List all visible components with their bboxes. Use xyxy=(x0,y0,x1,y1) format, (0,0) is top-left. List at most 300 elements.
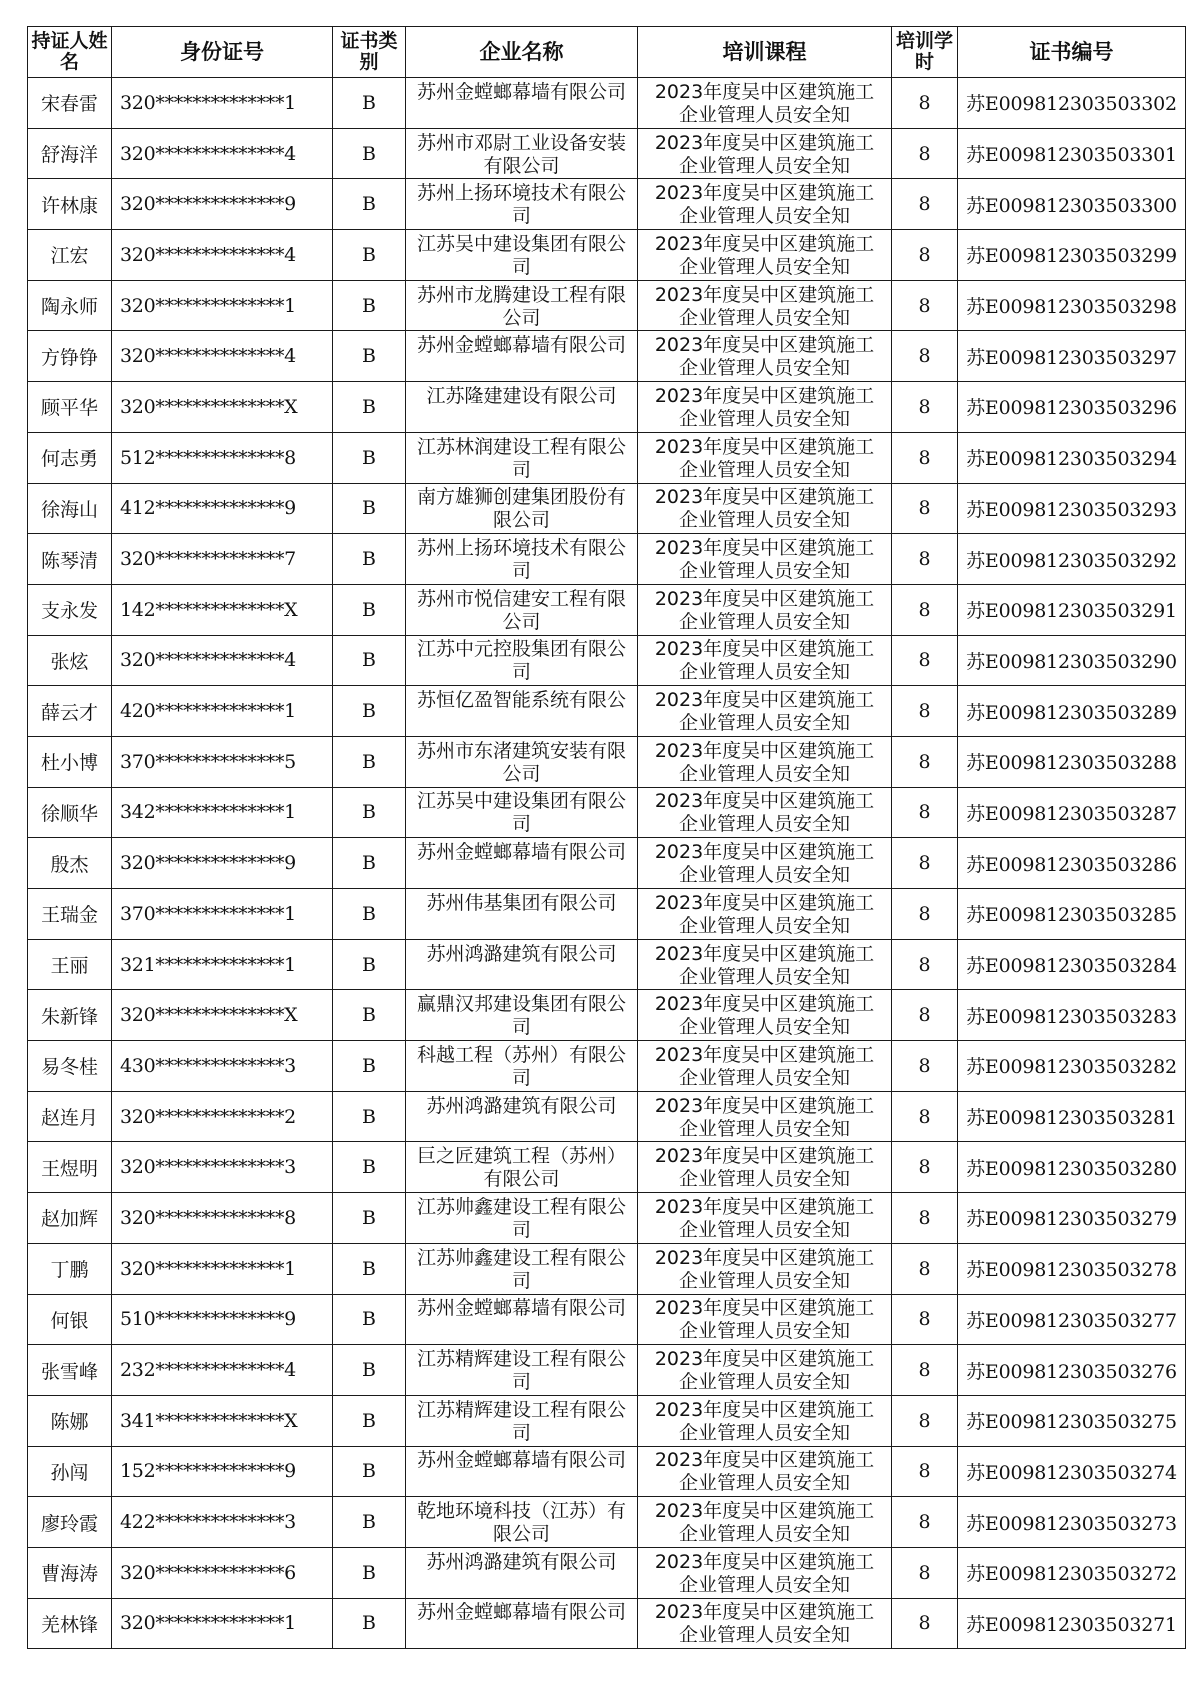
id-number: 320**************6 xyxy=(112,1547,333,1598)
table-row xyxy=(28,990,1186,1041)
table-row xyxy=(28,382,1186,433)
training-course: 2023年度吴中区建筑施工企业管理人员安全知 xyxy=(654,638,875,684)
certificate-number: 苏E009812303503288 xyxy=(958,736,1186,787)
company-name: 江苏林润建设工程有限公司 xyxy=(416,435,626,481)
holder-name: 宋春雷 xyxy=(28,78,112,129)
course-cell xyxy=(638,280,892,331)
table-row xyxy=(28,1395,1186,1446)
company-name: 苏州鸿潞建筑有限公司 xyxy=(426,1094,617,1117)
company-cell xyxy=(406,736,638,787)
certificate-table xyxy=(27,26,1186,1649)
holder-name: 朱新锋 xyxy=(28,990,112,1041)
training-hours: 8 xyxy=(892,584,958,635)
training-hours: 8 xyxy=(892,179,958,230)
id-number: 422**************3 xyxy=(112,1497,333,1548)
company-cell xyxy=(406,838,638,889)
certificate-category: B xyxy=(333,1243,406,1294)
id-number: 510**************9 xyxy=(112,1294,333,1345)
training-hours: 8 xyxy=(892,889,958,940)
header-category: 证书类别 xyxy=(333,27,406,78)
course-cell xyxy=(638,1547,892,1598)
company-cell xyxy=(406,1091,638,1142)
holder-name: 支永发 xyxy=(28,584,112,635)
id-number: 320**************X xyxy=(112,990,333,1041)
training-hours: 8 xyxy=(892,128,958,179)
id-number: 320**************4 xyxy=(112,128,333,179)
certificate-category: B xyxy=(333,889,406,940)
id-number: 420**************1 xyxy=(112,686,333,737)
certificate-number: 苏E009812303503276 xyxy=(958,1345,1186,1396)
training-hours: 8 xyxy=(892,787,958,838)
certificate-category: B xyxy=(333,686,406,737)
certificate-category: B xyxy=(333,939,406,990)
certificate-number: 苏E009812303503273 xyxy=(958,1497,1186,1548)
table-row xyxy=(28,1446,1186,1497)
training-course: 2023年度吴中区建筑施工企业管理人员安全知 xyxy=(654,1145,875,1191)
table-row xyxy=(28,1598,1186,1649)
holder-name: 孙闯 xyxy=(28,1446,112,1497)
company-cell xyxy=(406,1547,638,1598)
training-hours: 8 xyxy=(892,736,958,787)
company-name: 江苏中元控股集团有限公司 xyxy=(416,638,626,684)
training-hours: 8 xyxy=(892,1547,958,1598)
holder-name: 曹海涛 xyxy=(28,1547,112,1598)
certificate-category: B xyxy=(333,584,406,635)
certificate-category: B xyxy=(333,483,406,534)
company-cell xyxy=(406,432,638,483)
certificate-number: 苏E009812303503278 xyxy=(958,1243,1186,1294)
training-hours: 8 xyxy=(892,1243,958,1294)
certificate-category: B xyxy=(333,1395,406,1446)
course-cell xyxy=(638,1243,892,1294)
training-hours: 8 xyxy=(892,1345,958,1396)
table-row xyxy=(28,230,1186,281)
training-hours: 8 xyxy=(892,1497,958,1548)
holder-name: 殷杰 xyxy=(28,838,112,889)
id-number: 320**************1 xyxy=(112,280,333,331)
header-row xyxy=(28,27,1186,78)
company-name: 苏州上扬环境技术有限公司 xyxy=(416,537,626,583)
company-cell xyxy=(406,128,638,179)
training-course: 2023年度吴中区建筑施工企业管理人员安全知 xyxy=(654,942,875,988)
training-course: 2023年度吴中区建筑施工企业管理人员安全知 xyxy=(654,993,875,1039)
training-course: 2023年度吴中区建筑施工企业管理人员安全知 xyxy=(654,435,875,481)
id-number: 320**************9 xyxy=(112,838,333,889)
company-cell xyxy=(406,331,638,382)
certificate-number: 苏E009812303503285 xyxy=(958,889,1186,940)
company-name: 苏州市悦信建安工程有限公司 xyxy=(416,587,626,633)
company-name: 苏州鸿潞建筑有限公司 xyxy=(426,942,617,965)
certificate-number: 苏E009812303503271 xyxy=(958,1598,1186,1649)
id-number: 320**************8 xyxy=(112,1193,333,1244)
training-hours: 8 xyxy=(892,432,958,483)
training-course: 2023年度吴中区建筑施工企业管理人员安全知 xyxy=(654,334,875,380)
company-cell xyxy=(406,1446,638,1497)
training-hours: 8 xyxy=(892,939,958,990)
course-cell xyxy=(638,1395,892,1446)
company-cell xyxy=(406,686,638,737)
certificate-category: B xyxy=(333,128,406,179)
company-name: 科越工程（苏州）有限公司 xyxy=(416,1043,626,1089)
company-name: 苏州鸿潞建筑有限公司 xyxy=(426,1550,617,1573)
header-name: 持证人姓名 xyxy=(28,27,112,78)
training-hours: 8 xyxy=(892,331,958,382)
holder-name: 何银 xyxy=(28,1294,112,1345)
company-cell xyxy=(406,1598,638,1649)
certificate-category: B xyxy=(333,432,406,483)
table-row xyxy=(28,635,1186,686)
table-row xyxy=(28,280,1186,331)
course-cell xyxy=(638,1193,892,1244)
id-number: 152**************9 xyxy=(112,1446,333,1497)
training-hours: 8 xyxy=(892,1395,958,1446)
company-name: 江苏帅鑫建设工程有限公司 xyxy=(416,1195,626,1241)
holder-name: 舒海洋 xyxy=(28,128,112,179)
company-cell xyxy=(406,382,638,433)
course-cell xyxy=(638,1142,892,1193)
course-cell xyxy=(638,128,892,179)
holder-name: 何志勇 xyxy=(28,432,112,483)
course-cell xyxy=(638,1294,892,1345)
company-name: 苏州金螳螂幕墙有限公司 xyxy=(416,80,626,103)
training-hours: 8 xyxy=(892,382,958,433)
certificate-number: 苏E009812303503299 xyxy=(958,230,1186,281)
training-hours: 8 xyxy=(892,1598,958,1649)
holder-name: 杜小博 xyxy=(28,736,112,787)
table-row xyxy=(28,1091,1186,1142)
id-number: 341**************X xyxy=(112,1395,333,1446)
training-course: 2023年度吴中区建筑施工企业管理人员安全知 xyxy=(654,1246,875,1292)
company-name: 苏州市东渚建筑安装有限公司 xyxy=(416,739,626,785)
id-number: 320**************1 xyxy=(112,1243,333,1294)
company-name: 苏州市邓尉工业设备安装有限公司 xyxy=(416,131,626,177)
training-course: 2023年度吴中区建筑施工企业管理人员安全知 xyxy=(654,891,875,937)
training-course: 2023年度吴中区建筑施工企业管理人员安全知 xyxy=(654,537,875,583)
company-cell xyxy=(406,787,638,838)
company-name: 苏州市龙腾建设工程有限公司 xyxy=(416,283,626,329)
course-cell xyxy=(638,939,892,990)
company-cell xyxy=(406,179,638,230)
holder-name: 许林康 xyxy=(28,179,112,230)
training-course: 2023年度吴中区建筑施工企业管理人员安全知 xyxy=(654,384,875,430)
table-row xyxy=(28,179,1186,230)
holder-name: 张雪峰 xyxy=(28,1345,112,1396)
table-row xyxy=(28,483,1186,534)
company-name: 苏州金螳螂幕墙有限公司 xyxy=(416,1297,626,1320)
course-cell xyxy=(638,179,892,230)
certificate-number: 苏E009812303503289 xyxy=(958,686,1186,737)
table-row xyxy=(28,736,1186,787)
table-row xyxy=(28,939,1186,990)
course-cell xyxy=(638,534,892,585)
certificate-category: B xyxy=(333,736,406,787)
training-course: 2023年度吴中区建筑施工企业管理人员安全知 xyxy=(654,1297,875,1343)
certificate-number: 苏E009812303503282 xyxy=(958,1041,1186,1092)
training-hours: 8 xyxy=(892,534,958,585)
course-cell xyxy=(638,838,892,889)
company-name: 苏恒亿盈智能系统有限公 xyxy=(416,689,626,712)
company-name: 苏州金螳螂幕墙有限公司 xyxy=(416,841,626,864)
certificate-category: B xyxy=(333,1598,406,1649)
company-name: 苏州金螳螂幕墙有限公司 xyxy=(416,334,626,357)
training-hours: 8 xyxy=(892,280,958,331)
holder-name: 薛云才 xyxy=(28,686,112,737)
holder-name: 易冬桂 xyxy=(28,1041,112,1092)
holder-name: 王丽 xyxy=(28,939,112,990)
certificate-number: 苏E009812303503291 xyxy=(958,584,1186,635)
company-cell xyxy=(406,1497,638,1548)
holder-name: 赵连月 xyxy=(28,1091,112,1142)
company-cell xyxy=(406,939,638,990)
company-cell xyxy=(406,1041,638,1092)
course-cell xyxy=(638,1091,892,1142)
certificate-number: 苏E009812303503301 xyxy=(958,128,1186,179)
certificate-category: B xyxy=(333,230,406,281)
certificate-category: B xyxy=(333,78,406,129)
course-cell xyxy=(638,990,892,1041)
training-course: 2023年度吴中区建筑施工企业管理人员安全知 xyxy=(654,1348,875,1394)
holder-name: 陈琴清 xyxy=(28,534,112,585)
id-number: 342**************1 xyxy=(112,787,333,838)
id-number: 512**************8 xyxy=(112,432,333,483)
id-number: 320**************1 xyxy=(112,78,333,129)
course-cell xyxy=(638,1345,892,1396)
table-body xyxy=(28,78,1186,1649)
holder-name: 赵加辉 xyxy=(28,1193,112,1244)
course-cell xyxy=(638,230,892,281)
training-course: 2023年度吴中区建筑施工企业管理人员安全知 xyxy=(654,1449,875,1495)
training-course: 2023年度吴中区建筑施工企业管理人员安全知 xyxy=(654,232,875,278)
table-row xyxy=(28,1497,1186,1548)
certificate-number: 苏E009812303503284 xyxy=(958,939,1186,990)
company-name: 赢鼎汉邦建设集团有限公司 xyxy=(416,993,626,1039)
training-hours: 8 xyxy=(892,838,958,889)
holder-name: 丁鹏 xyxy=(28,1243,112,1294)
table-row xyxy=(28,1041,1186,1092)
table-row xyxy=(28,534,1186,585)
certificate-number: 苏E009812303503275 xyxy=(958,1395,1186,1446)
company-name: 江苏精辉建设工程有限公司 xyxy=(416,1348,626,1394)
course-cell xyxy=(638,787,892,838)
training-course: 2023年度吴中区建筑施工企业管理人员安全知 xyxy=(654,1398,875,1444)
certificate-number: 苏E009812303503281 xyxy=(958,1091,1186,1142)
company-cell xyxy=(406,534,638,585)
table-row xyxy=(28,331,1186,382)
course-cell xyxy=(638,1041,892,1092)
course-cell xyxy=(638,584,892,635)
table-row xyxy=(28,1345,1186,1396)
training-hours: 8 xyxy=(892,1041,958,1092)
training-course: 2023年度吴中区建筑施工企业管理人员安全知 xyxy=(654,1094,875,1140)
training-course: 2023年度吴中区建筑施工企业管理人员安全知 xyxy=(654,1195,875,1241)
training-hours: 8 xyxy=(892,230,958,281)
certificate-number: 苏E009812303503287 xyxy=(958,787,1186,838)
id-number: 320**************4 xyxy=(112,635,333,686)
course-cell xyxy=(638,78,892,129)
certificate-number: 苏E009812303503296 xyxy=(958,382,1186,433)
certificate-category: B xyxy=(333,1547,406,1598)
training-course: 2023年度吴中区建筑施工企业管理人员安全知 xyxy=(654,182,875,228)
table-row xyxy=(28,78,1186,129)
company-cell xyxy=(406,990,638,1041)
course-cell xyxy=(638,889,892,940)
training-hours: 8 xyxy=(892,686,958,737)
training-course: 2023年度吴中区建筑施工企业管理人员安全知 xyxy=(654,790,875,836)
training-course: 2023年度吴中区建筑施工企业管理人员安全知 xyxy=(654,80,875,126)
certificate-category: B xyxy=(333,1193,406,1244)
certificate-category: B xyxy=(333,990,406,1041)
header-id: 身份证号 xyxy=(112,27,333,78)
certificate-number: 苏E009812303503280 xyxy=(958,1142,1186,1193)
company-cell xyxy=(406,230,638,281)
course-cell xyxy=(638,1497,892,1548)
certificate-category: B xyxy=(333,534,406,585)
certificate-category: B xyxy=(333,280,406,331)
certificate-number: 苏E009812303503302 xyxy=(958,78,1186,129)
company-name: 乾地环境科技（江苏）有限公司 xyxy=(416,1500,626,1546)
table-row xyxy=(28,838,1186,889)
certificate-category: B xyxy=(333,1091,406,1142)
training-hours: 8 xyxy=(892,1193,958,1244)
course-cell xyxy=(638,1446,892,1497)
training-course: 2023年度吴中区建筑施工企业管理人员安全知 xyxy=(654,1550,875,1596)
training-hours: 8 xyxy=(892,635,958,686)
certificate-category: B xyxy=(333,1294,406,1345)
certificate-number: 苏E009812303503294 xyxy=(958,432,1186,483)
certificate-number: 苏E009812303503279 xyxy=(958,1193,1186,1244)
company-name: 江苏吴中建设集团有限公司 xyxy=(416,790,626,836)
table-row xyxy=(28,686,1186,737)
company-name: 江苏帅鑫建设工程有限公司 xyxy=(416,1246,626,1292)
training-course: 2023年度吴中区建筑施工企业管理人员安全知 xyxy=(654,1043,875,1089)
certificate-category: B xyxy=(333,1345,406,1396)
training-hours: 8 xyxy=(892,78,958,129)
course-cell xyxy=(638,432,892,483)
training-course: 2023年度吴中区建筑施工企业管理人员安全知 xyxy=(654,841,875,887)
certificate-number: 苏E009812303503293 xyxy=(958,483,1186,534)
certificate-number: 苏E009812303503290 xyxy=(958,635,1186,686)
id-number: 320**************3 xyxy=(112,1142,333,1193)
id-number: 370**************5 xyxy=(112,736,333,787)
training-hours: 8 xyxy=(892,990,958,1041)
id-number: 320**************1 xyxy=(112,1598,333,1649)
header-cert: 证书编号 xyxy=(958,27,1186,78)
training-course: 2023年度吴中区建筑施工企业管理人员安全知 xyxy=(654,587,875,633)
id-number: 430**************3 xyxy=(112,1041,333,1092)
course-cell xyxy=(638,331,892,382)
course-cell xyxy=(638,382,892,433)
id-number: 321**************1 xyxy=(112,939,333,990)
certificate-category: B xyxy=(333,635,406,686)
id-number: 370**************1 xyxy=(112,889,333,940)
course-cell xyxy=(638,686,892,737)
certificate-category: B xyxy=(333,179,406,230)
company-cell xyxy=(406,1395,638,1446)
certificate-number: 苏E009812303503297 xyxy=(958,331,1186,382)
table-row xyxy=(28,1142,1186,1193)
holder-name: 方铮铮 xyxy=(28,331,112,382)
company-name: 江苏隆建建设有限公司 xyxy=(426,384,617,407)
certificate-number: 苏E009812303503292 xyxy=(958,534,1186,585)
certificate-category: B xyxy=(333,331,406,382)
table-row xyxy=(28,787,1186,838)
company-name: 苏州金螳螂幕墙有限公司 xyxy=(416,1449,626,1472)
company-cell xyxy=(406,280,638,331)
table-row xyxy=(28,1243,1186,1294)
course-cell xyxy=(638,483,892,534)
training-course: 2023年度吴中区建筑施工企业管理人员安全知 xyxy=(654,283,875,329)
table-row xyxy=(28,1547,1186,1598)
certificate-number: 苏E009812303503286 xyxy=(958,838,1186,889)
company-cell xyxy=(406,483,638,534)
holder-name: 廖玲霞 xyxy=(28,1497,112,1548)
training-course: 2023年度吴中区建筑施工企业管理人员安全知 xyxy=(654,689,875,735)
holder-name: 王瑞金 xyxy=(28,889,112,940)
certificate-number: 苏E009812303503283 xyxy=(958,990,1186,1041)
certificate-category: B xyxy=(333,1142,406,1193)
training-course: 2023年度吴中区建筑施工企业管理人员安全知 xyxy=(654,486,875,532)
holder-name: 徐顺华 xyxy=(28,787,112,838)
training-hours: 8 xyxy=(892,1142,958,1193)
certificate-category: B xyxy=(333,787,406,838)
certificate-number: 苏E009812303503274 xyxy=(958,1446,1186,1497)
id-number: 320**************2 xyxy=(112,1091,333,1142)
header-company: 企业名称 xyxy=(406,27,638,78)
certificate-category: B xyxy=(333,1497,406,1548)
header-hours: 培训学时 xyxy=(892,27,958,78)
company-cell xyxy=(406,1345,638,1396)
id-number: 320**************7 xyxy=(112,534,333,585)
company-cell xyxy=(406,78,638,129)
company-name: 江苏精辉建设工程有限公司 xyxy=(416,1398,626,1444)
certificate-number: 苏E009812303503277 xyxy=(958,1294,1186,1345)
certificate-number: 苏E009812303503300 xyxy=(958,179,1186,230)
training-hours: 8 xyxy=(892,1294,958,1345)
certificate-number: 苏E009812303503272 xyxy=(958,1547,1186,1598)
certificate-category: B xyxy=(333,1446,406,1497)
company-name: 苏州上扬环境技术有限公司 xyxy=(416,182,626,228)
company-cell xyxy=(406,1193,638,1244)
company-cell xyxy=(406,635,638,686)
id-number: 320**************4 xyxy=(112,331,333,382)
holder-name: 王煜明 xyxy=(28,1142,112,1193)
holder-name: 顾平华 xyxy=(28,382,112,433)
holder-name: 张炫 xyxy=(28,635,112,686)
course-cell xyxy=(638,1598,892,1649)
company-cell xyxy=(406,1294,638,1345)
header-course: 培训课程 xyxy=(638,27,892,78)
company-cell xyxy=(406,1243,638,1294)
id-number: 412**************9 xyxy=(112,483,333,534)
id-number: 320**************X xyxy=(112,382,333,433)
table-row xyxy=(28,1294,1186,1345)
table-row xyxy=(28,1193,1186,1244)
course-cell xyxy=(638,635,892,686)
company-cell xyxy=(406,584,638,635)
holder-name: 江宏 xyxy=(28,230,112,281)
training-hours: 8 xyxy=(892,1091,958,1142)
certificate-category: B xyxy=(333,1041,406,1092)
company-name: 南方雄狮创建集团股份有限公司 xyxy=(416,486,626,532)
table-row xyxy=(28,889,1186,940)
company-cell xyxy=(406,1142,638,1193)
holder-name: 羌林锋 xyxy=(28,1598,112,1649)
table-row xyxy=(28,584,1186,635)
training-course: 2023年度吴中区建筑施工企业管理人员安全知 xyxy=(654,1601,875,1647)
table-row xyxy=(28,432,1186,483)
company-name: 苏州伟基集团有限公司 xyxy=(426,891,617,914)
training-hours: 8 xyxy=(892,1446,958,1497)
